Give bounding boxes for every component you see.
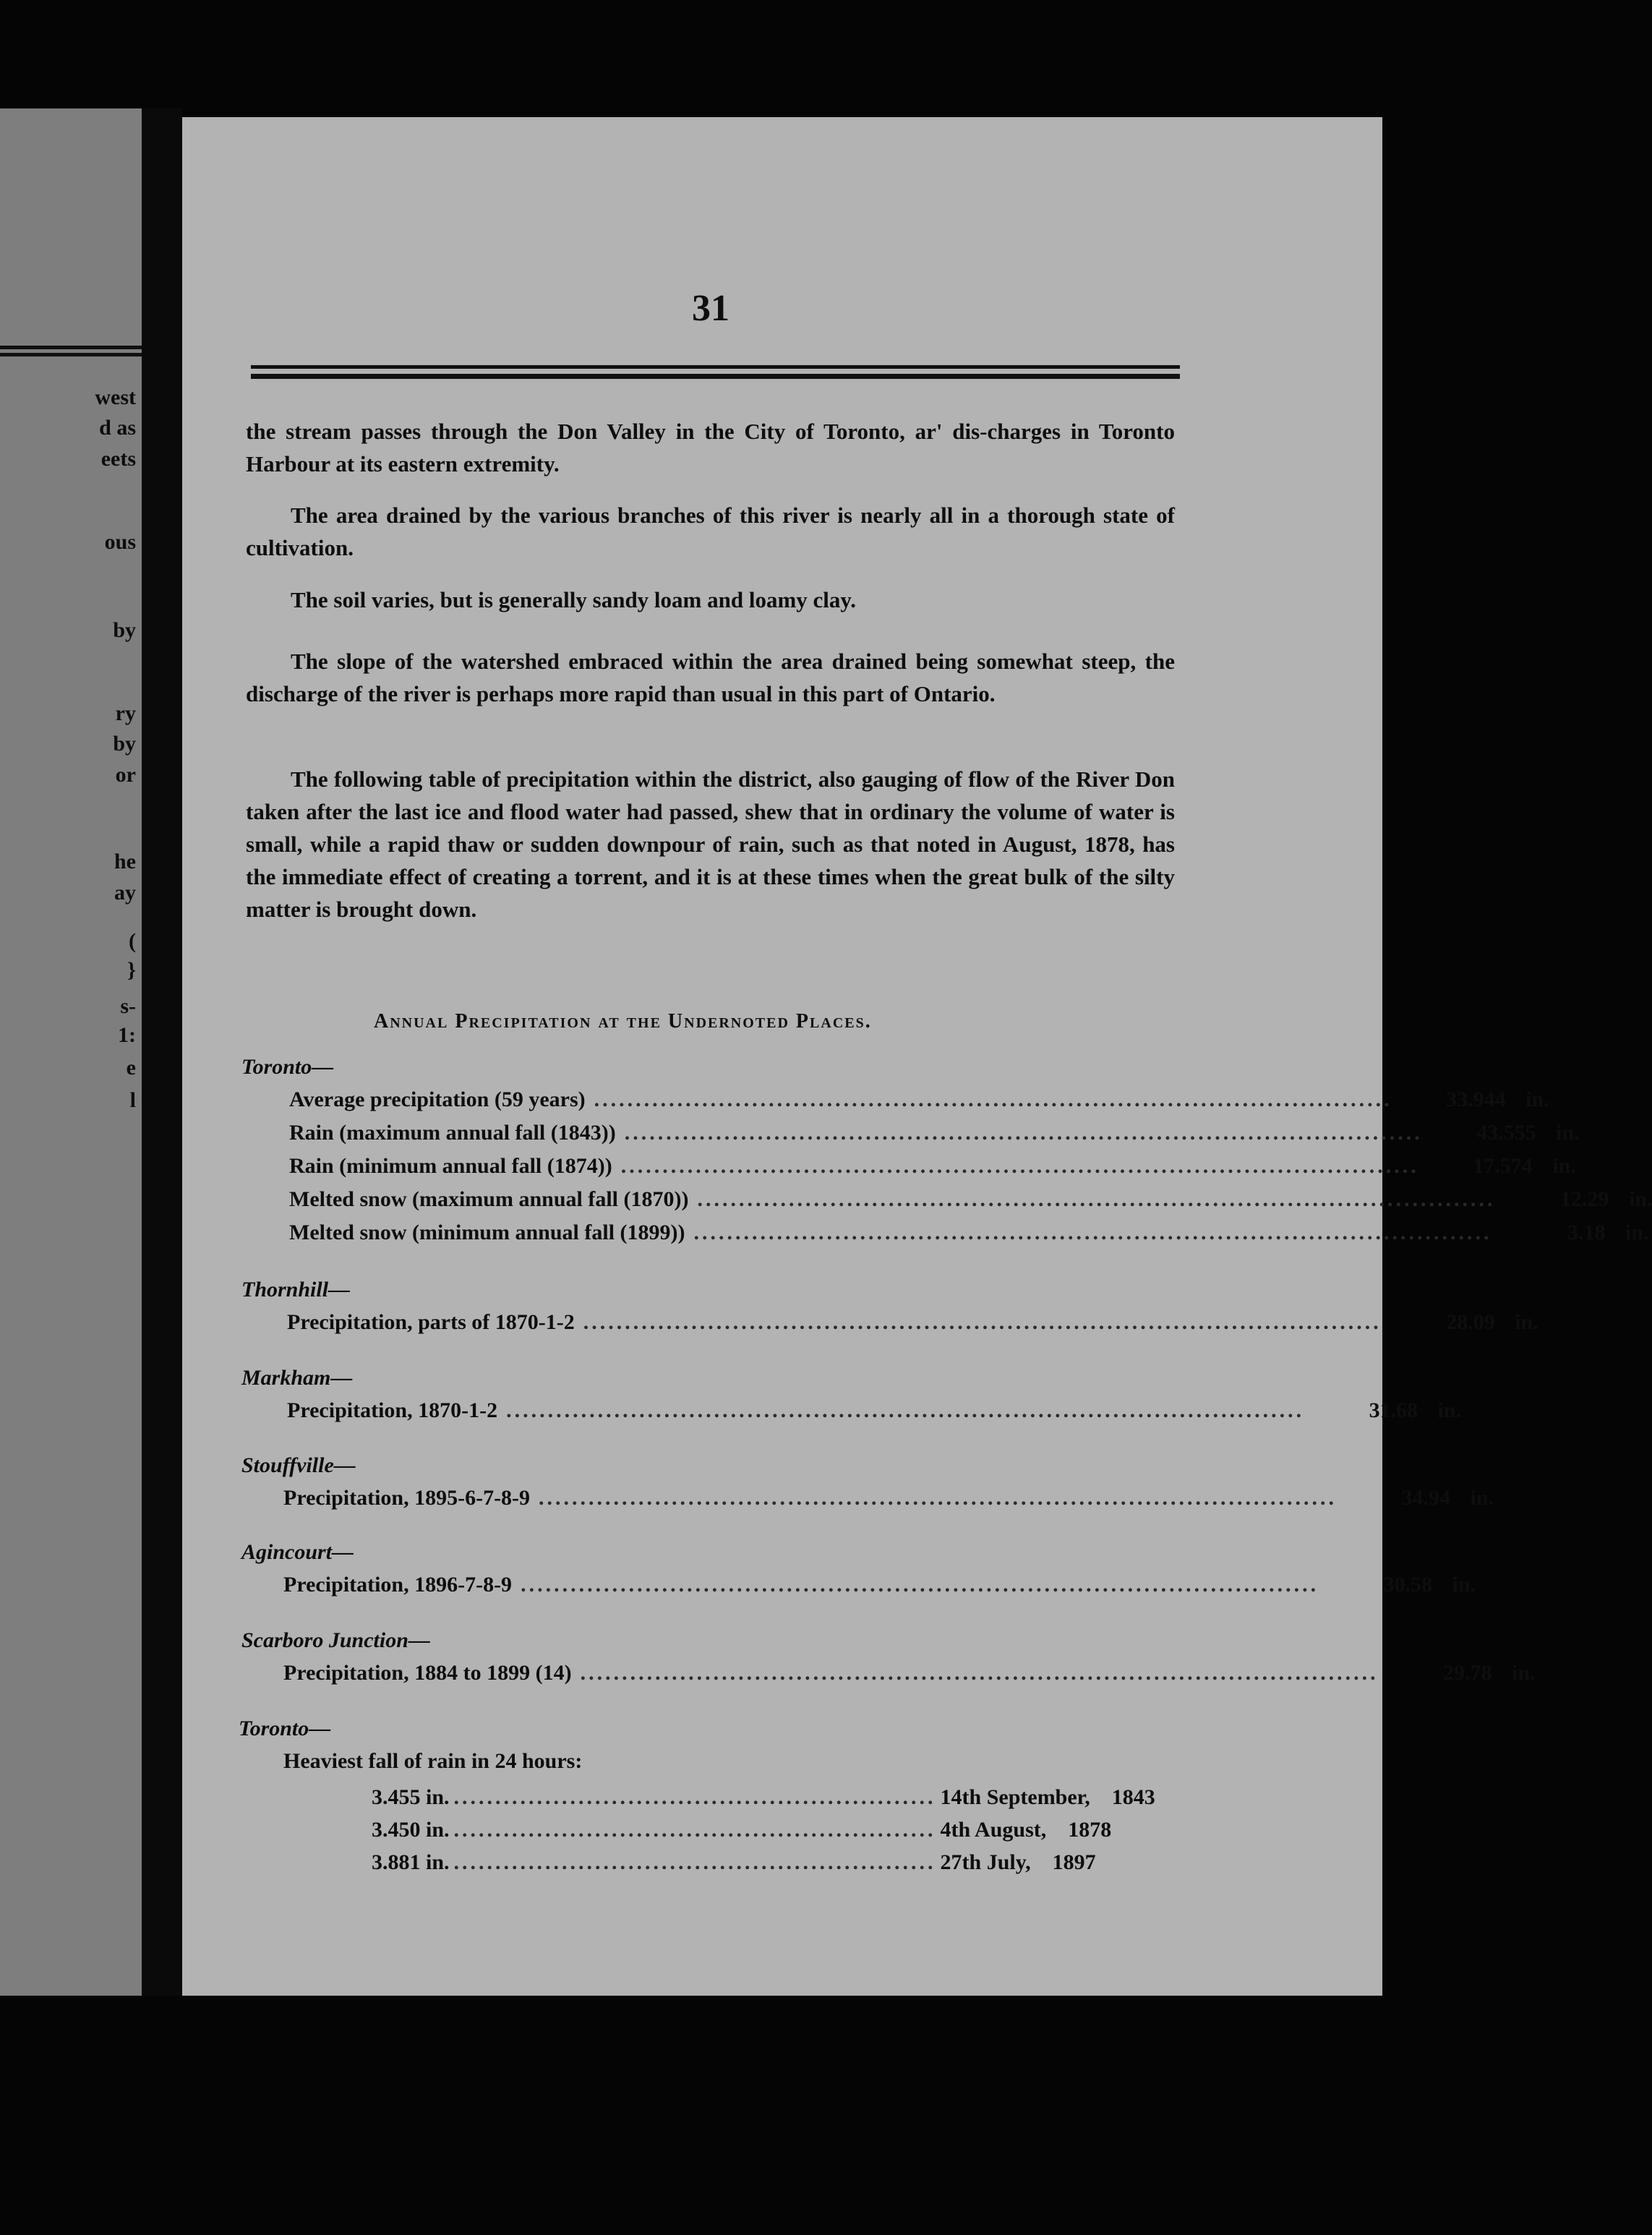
facing-page-fragment: he <box>114 850 136 873</box>
fall-year: 1843 <box>1111 1785 1155 1809</box>
fall-year: 1897 <box>1052 1850 1096 1874</box>
facing-page-fragment: ous <box>104 530 136 554</box>
leader-dots: ................................................................................................ <box>583 1310 1382 1334</box>
place-heading: Thornhill— <box>241 1278 351 1302</box>
page-number: 31 <box>692 288 729 329</box>
row-label: Melted snow (maximum annual fall (1870)) <box>289 1187 689 1211</box>
row-unit: in. <box>1552 1154 1576 1178</box>
subheading: Heaviest fall of rain in 24 hours: <box>283 1749 583 1773</box>
leader-dots: .......................................................... <box>453 1850 936 1874</box>
place-heading: Toronto— <box>241 1055 334 1079</box>
table-row <box>287 1398 1462 1427</box>
row-value: 28.09 <box>1446 1310 1495 1334</box>
fall-year: 1878 <box>1068 1818 1112 1842</box>
row-label: Precipitation, 1896-7-8-9 <box>283 1573 513 1597</box>
row-label: Precipitation, 1895-6-7-8-9 <box>283 1486 531 1510</box>
row-unit: in. <box>1625 1221 1649 1244</box>
row-value: 33.944 <box>1446 1087 1506 1111</box>
facing-page-fragment: eets <box>100 447 136 471</box>
row-label: Average precipitation (59 years) <box>289 1087 586 1111</box>
row-value: 30.58 <box>1383 1573 1433 1597</box>
row-value: 34.94 <box>1401 1486 1451 1510</box>
fall-amount: 3.881 in. <box>372 1850 450 1874</box>
facing-page-rule <box>0 353 142 356</box>
row-unit: in. <box>1628 1187 1652 1211</box>
fall-date: 27th July, <box>940 1850 1031 1874</box>
row-unit: in. <box>1437 1398 1462 1422</box>
leader-dots: ................................................................................................ <box>521 1573 1319 1597</box>
table-row <box>283 1573 1476 1602</box>
facing-page-fragment: l <box>129 1088 136 1112</box>
facing-page-fragment: 1: <box>118 1023 136 1047</box>
place-heading: Agincourt— <box>241 1540 354 1564</box>
leader-dots: ................................................................................................ <box>506 1398 1305 1422</box>
leader-dots: ................................................................................................ <box>693 1221 1492 1244</box>
facing-page-fragment: by <box>113 732 136 756</box>
facing-page-fragment: e <box>126 1056 136 1080</box>
page-binding-gutter <box>142 108 182 1996</box>
table-row <box>287 1310 1538 1339</box>
leader-dots: ................................................................................................ <box>594 1087 1392 1111</box>
row-unit: in. <box>1470 1486 1494 1510</box>
leader-dots: ................................................................................................ <box>624 1121 1423 1145</box>
leader-dots: ................................................................................................ <box>620 1154 1419 1178</box>
paragraph: The slope of the watershed embraced within the area drained being somewhat steep, the discharge of the river is perhaps more rapid than usual in this part of Ontario. <box>246 649 1175 706</box>
facing-page-fragment: by <box>113 618 136 642</box>
fall-date: 14th September, <box>940 1785 1090 1809</box>
header-rule <box>251 374 1180 379</box>
row-unit: in. <box>1525 1087 1549 1111</box>
facing-page-fragment: } <box>127 958 136 982</box>
fall-date: 4th August, <box>940 1818 1047 1842</box>
leader-dots: .......................................................... <box>453 1785 936 1809</box>
row-value: 3.18 <box>1567 1221 1606 1244</box>
table-row <box>289 1221 1649 1249</box>
place-heading: Toronto— <box>239 1717 331 1740</box>
fall-amount: 3.450 in. <box>372 1818 450 1842</box>
facing-page-rule <box>0 346 142 349</box>
facing-page-fragment: ry <box>115 701 136 725</box>
document-page <box>182 117 1652 1996</box>
table-row <box>283 1486 1494 1515</box>
row-value: 43.555 <box>1476 1121 1536 1145</box>
facing-page-edge <box>0 108 142 1996</box>
paragraph: The soil varies, but is generally sandy loam and loamy clay. <box>291 587 856 612</box>
place-heading: Scarboro Junction— <box>241 1628 430 1652</box>
table-row <box>289 1121 1580 1150</box>
heaviest-fall-row <box>372 1818 1112 1847</box>
row-value: 31.68 <box>1369 1398 1418 1422</box>
leader-dots: ................................................................................................ <box>539 1486 1338 1510</box>
place-heading: Stouffville— <box>241 1453 356 1477</box>
paragraph: The following table of precipitation within the district, also gauging of flow of the River Don taken after the last ice and flood water had passed, shew that in ordinary the volume of water is small, while a rapid thaw or sudden downpour of rain, such as that noted in August, 1878, has the immediate effect of creating a torrent, and it is at these times when the great bulk of the silty matter is brought down. <box>246 766 1175 922</box>
row-label: Precipitation, 1884 to 1899 (14) <box>283 1661 572 1685</box>
facing-page-fragment: s- <box>120 994 136 1018</box>
row-label: Precipitation, parts of 1870-1-2 <box>287 1310 575 1334</box>
row-label: Rain (maximum annual fall (1843)) <box>289 1121 616 1145</box>
paragraph: the stream passes through the Don Valley in the City of Toronto, ar' dis-charges in Toronto Harbour at its eastern extremity. <box>246 419 1175 477</box>
row-label: Melted snow (minimum annual fall (1899)) <box>289 1221 685 1244</box>
table-row <box>289 1087 1549 1116</box>
table-row <box>283 1661 1536 1690</box>
header-rule <box>251 365 1180 369</box>
row-unit: in. <box>1512 1661 1536 1685</box>
row-unit: in. <box>1556 1121 1580 1145</box>
row-unit: in. <box>1452 1573 1476 1597</box>
facing-page-fragment: d as <box>99 416 136 440</box>
row-label: Precipitation, 1870-1-2 <box>287 1398 498 1422</box>
facing-page-fragment: ay <box>114 881 136 905</box>
leader-dots: .......................................................... <box>453 1818 936 1842</box>
paragraph: The area drained by the various branches of this river is nearly all in a thorough state of cultivation. <box>246 503 1175 560</box>
facing-page-fragment: west <box>95 385 136 409</box>
row-value: 29.78 <box>1443 1661 1492 1685</box>
table-row <box>289 1187 1652 1216</box>
row-value: 17.574 <box>1473 1154 1533 1178</box>
fall-amount: 3.455 in. <box>372 1785 450 1809</box>
leader-dots: ................................................................................................ <box>580 1661 1379 1685</box>
table-row <box>289 1154 1576 1183</box>
row-label: Rain (minimum annual fall (1874)) <box>289 1154 612 1178</box>
row-value: 12.29 <box>1559 1187 1609 1211</box>
row-unit: in. <box>1515 1310 1538 1334</box>
leader-dots: ................................................................................................ <box>697 1187 1496 1211</box>
facing-page-fragment: or <box>115 763 136 787</box>
heaviest-fall-row <box>372 1785 1155 1814</box>
heaviest-fall-row <box>372 1850 1096 1879</box>
place-heading: Markham— <box>241 1366 353 1390</box>
table-heading: Annual Precipitation at the Undernoted Places. <box>374 1010 872 1033</box>
facing-page-fragment: ( <box>129 929 136 953</box>
